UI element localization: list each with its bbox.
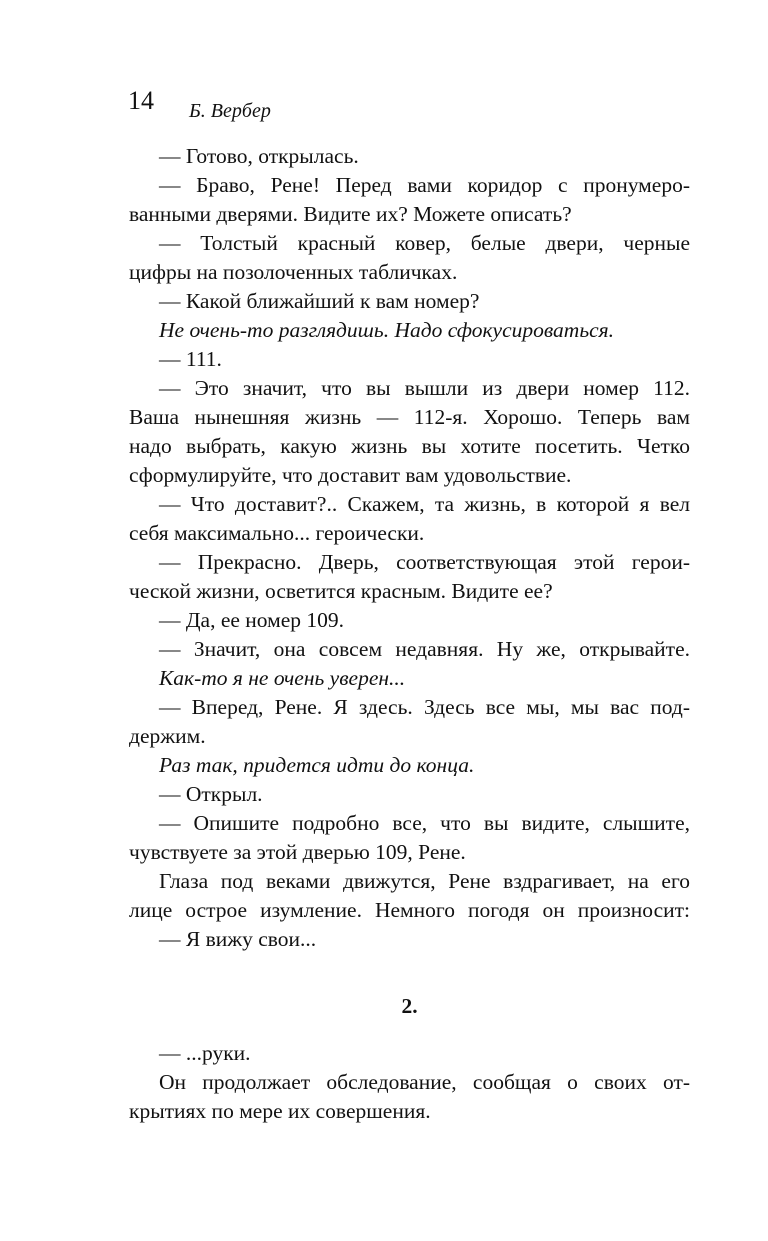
text-line: — Браво, Рене! Перед вами коридор с пронумеро- xyxy=(159,173,690,197)
text-line: Глаза под веками движутся, Рене вздрагивает, на его xyxy=(159,869,690,893)
text-line: сформулируйте, что доставит вам удовольствие. xyxy=(129,463,572,487)
page-number: 14 xyxy=(128,86,154,115)
text-line: — Прекрасно. Дверь, соответствующая этой герои- xyxy=(159,550,690,574)
text-line: — Какой ближайший к вам номер? xyxy=(159,289,480,313)
text-line: — Да, ее номер 109. xyxy=(159,608,345,632)
text-line: цифры на позолоченных табличках. xyxy=(129,260,458,284)
text-line: себя максимально... героически. xyxy=(129,521,425,545)
text-line: — Вперед, Рене. Я здесь. Здесь все мы, мы вас под- xyxy=(159,695,690,719)
text-line: — Значит, она совсем недавняя. Ну же, открывайте. xyxy=(159,637,690,661)
text-line: надо выбрать, какую жизнь вы хотите посетить. Четко xyxy=(129,434,690,458)
text-line: — 111. xyxy=(159,347,222,371)
text-line: держим. xyxy=(129,724,206,748)
text-line: — Готово, открылась. xyxy=(159,144,359,168)
text-line: — Я вижу свои... xyxy=(159,927,317,951)
text-line: крытиях по мере их совершения. xyxy=(129,1099,431,1123)
text-line-italic: Раз так, придется идти до конца. xyxy=(159,753,475,777)
text-line: — Опишите подробно все, что вы видите, слышите, xyxy=(159,811,690,835)
text-line: — Толстый красный ковер, белые двери, черные xyxy=(159,231,690,255)
text-line: — Что доставит?.. Скажем, та жизнь, в которой я вел xyxy=(159,492,690,516)
text-line: чувствуете за этой дверью 109, Рене. xyxy=(129,840,466,864)
running-head-author: Б. Вербер xyxy=(189,100,271,122)
text-line: — Это значит, что вы вышли из двери номер 112. xyxy=(159,376,690,400)
text-line: ванными дверями. Видите их? Можете описать? xyxy=(129,202,572,226)
text-line: — Открыл. xyxy=(159,782,263,806)
text-line: — ...руки. xyxy=(159,1041,251,1065)
text-line: Ваша нынешняя жизнь — 112-я. Хорошо. Теперь вам xyxy=(129,405,690,429)
text-line: ческой жизни, осветится красным. Видите ее? xyxy=(129,579,553,603)
text-line: Он продолжает обследование, сообщая о своих от- xyxy=(159,1070,690,1094)
text-line-italic: Не очень-то разглядишь. Надо сфокусироваться. xyxy=(159,318,615,342)
text-line-italic: Как-то я не очень уверен... xyxy=(159,666,406,690)
text-line: лице острое изумление. Немного погодя он произносит: xyxy=(129,898,690,922)
chapter-heading: 2. xyxy=(401,994,418,1018)
